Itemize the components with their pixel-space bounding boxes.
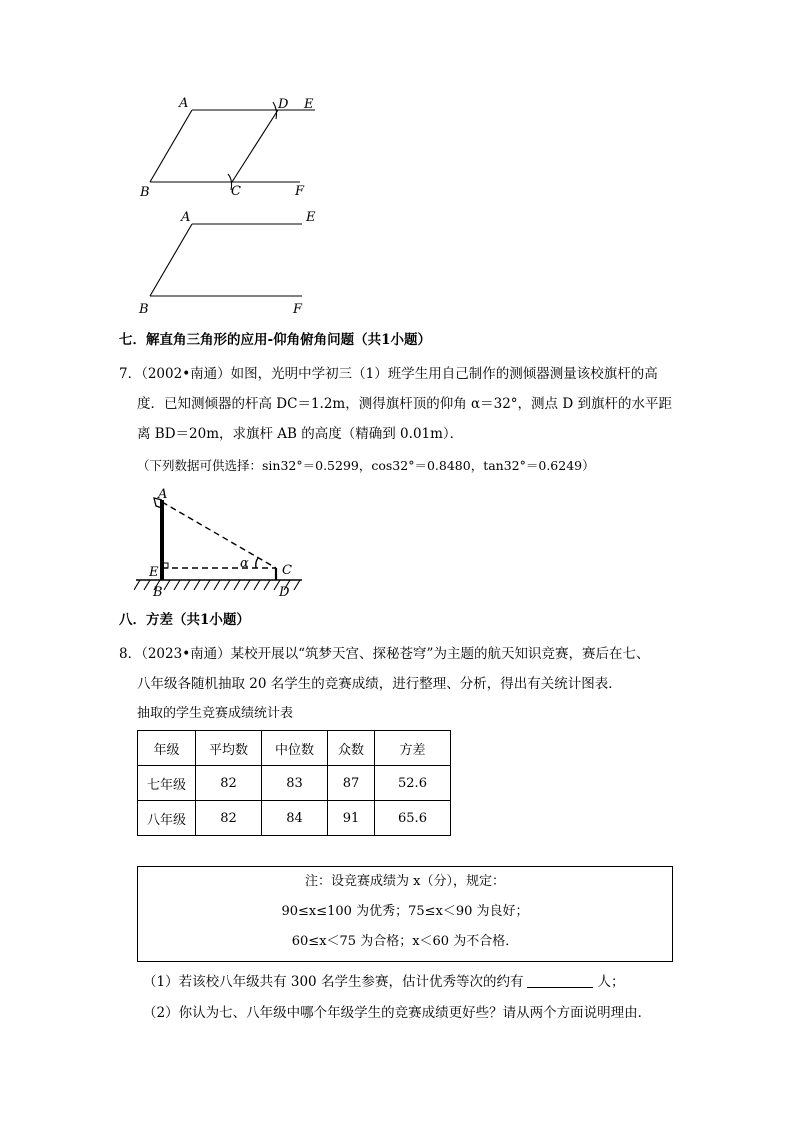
- label-E-bottom: E: [306, 210, 316, 225]
- note-line-1: 注：设竞赛成绩为 x（分），规定：: [305, 874, 505, 889]
- table-cell: 52.6: [375, 766, 451, 801]
- subquestion-1: [143, 972, 624, 992]
- table-header-cell: 众数: [328, 731, 375, 766]
- table-cell: 87: [328, 766, 375, 801]
- table-cell: 65.6: [375, 801, 451, 836]
- flag-label-B: B: [153, 585, 163, 600]
- flag-label-alpha: α: [240, 556, 249, 571]
- label-A-bottom: A: [181, 210, 191, 225]
- table-cell: 八年级: [138, 801, 196, 836]
- label-C-top: C: [231, 184, 241, 199]
- label-A-top: A: [179, 96, 189, 111]
- label-F-top: F: [295, 184, 305, 199]
- table-cell: 七年级: [138, 766, 196, 801]
- table-cell: 91: [328, 801, 375, 836]
- section7-title: 七．解直角三角形的应用-仰角俯角问题（共1小题）: [119, 332, 431, 348]
- table-caption: 抽取的学生竞赛成绩统计表: [137, 706, 294, 721]
- label-D-top: D: [278, 97, 289, 112]
- answer-blank[interactable]: [527, 973, 593, 988]
- label-B-top: B: [140, 185, 150, 200]
- stats-table: [137, 730, 451, 836]
- label-B-bottom: B: [139, 302, 149, 317]
- flag-label-D: D: [279, 585, 290, 600]
- question7-line1: 7．（2002•南通）如图，光明中学初三（1）班学生用自己制作的测倾器测量该校旗杆的高: [119, 366, 658, 382]
- subquestion-1-suffix: 人；: [597, 974, 625, 990]
- grading-note-box: [137, 866, 673, 962]
- question7-data-line: （下列数据可供选择：sin32°＝0.5299，cos32°＝0.8480，tan32°＝0.6249）: [137, 458, 595, 473]
- flagpole-figure: [134, 484, 304, 600]
- question8-line2: 八年级各随机抽取 20 名学生的竞赛成绩，进行整理、分析，得出有关统计图表．: [137, 676, 622, 692]
- table-header-cell: 方差: [375, 731, 451, 766]
- flag-label-E: E: [149, 565, 159, 580]
- table-cell: 83: [262, 766, 328, 801]
- question8-line1: 8．（2023•南通）某校开展以“筑梦天宫、探秘苍穹”为主题的航天知识竞赛，赛后在七、: [119, 646, 650, 662]
- table-cell: 84: [262, 801, 328, 836]
- flag-label-C: C: [282, 563, 292, 578]
- subquestion-1-text: （1）若该校八年级共有 300 名学生参赛，估计优秀等次的约有: [143, 974, 524, 990]
- table-cell: 82: [196, 801, 262, 836]
- parallelogram-figure: [130, 90, 330, 320]
- subquestion-2: （2）你认为七、八年级中哪个年级学生的竞赛成绩更好些？请从两个方面说明理由．: [143, 1005, 652, 1021]
- table-row: [138, 766, 451, 801]
- table-header-row: [138, 731, 451, 766]
- table-header-cell: 平均数: [196, 731, 262, 766]
- table-cell: 82: [196, 766, 262, 801]
- label-E-top: E: [304, 97, 314, 112]
- table-header-cell: 中位数: [262, 731, 328, 766]
- table-header-cell: 年级: [138, 731, 196, 766]
- note-line-3: 60≤x＜75 为合格；x＜60 为不合格．: [291, 934, 519, 949]
- section8-title: 八．方差（共1小题）: [119, 612, 250, 628]
- flag-label-A: A: [158, 487, 168, 502]
- question7-line3: 离 BD＝20m，求旗杆 AB 的高度（精确到 0.01m）．: [137, 426, 464, 442]
- question7-line2: 度．已知测倾器的杆高 DC＝1.2m，测得旗杆顶的仰角 α＝32°，测点 D 到旗杆的水平距: [137, 396, 672, 412]
- note-line-2: 90≤x≤100 为优秀；75≤x＜90 为良好；: [281, 904, 529, 919]
- table-row: [138, 801, 451, 836]
- label-F-bottom: F: [293, 302, 303, 317]
